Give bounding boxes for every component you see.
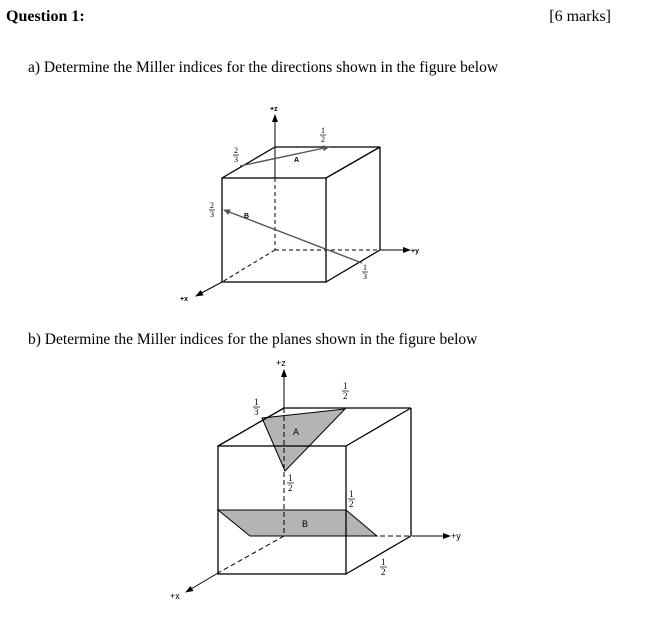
fig-b-frac-topright [342,381,349,401]
svg-text:1: 1 [254,397,259,407]
svg-text:3: 3 [254,407,259,417]
fig-a-frac-left [209,201,215,219]
fig-b-frac-topleft [253,397,260,417]
fig-a-x-hidden [222,250,275,282]
fig-a-vector-b-label: B [244,213,250,220]
part-a-prompt: a) Determine the Miller indices for the directions shown in the figure below [28,59,499,76]
svg-text:2: 2 [349,499,354,509]
fig-a-frac-left-top [233,146,239,164]
fig-a-vector-a-label: A [294,157,300,164]
svg-text:1: 1 [321,126,325,135]
svg-text:2: 2 [321,135,325,144]
fig-b-x-axis [186,573,218,592]
svg-text:2: 2 [210,201,214,210]
fig-b-plane-a-label: A [293,427,300,437]
svg-text:1: 1 [343,381,348,391]
fig-a-vector-a [240,147,329,166]
svg-text:3: 3 [234,155,238,164]
fig-b-y-label: +y [451,531,461,541]
svg-text:1: 1 [288,473,293,483]
fig-a-y-label: +y [411,248,419,255]
svg-text:1: 1 [381,557,386,567]
marks-label: [6 marks] [549,8,611,25]
svg-text:1: 1 [363,263,367,272]
svg-text:1: 1 [349,489,354,499]
fig-b-frac-mid [287,473,294,493]
part-b-prompt: b) Determine the Miller indices for the planes shown in the figure below [28,331,478,348]
figure-a-directions [180,106,419,303]
svg-text:2: 2 [288,483,293,493]
figure-b-planes [170,358,461,601]
question-title: Question 1: [6,8,85,25]
svg-text:2: 2 [381,567,386,577]
fig-a-z-label: +z [270,106,278,113]
svg-text:2: 2 [234,146,238,155]
svg-text:2: 2 [343,391,348,401]
fig-a-x-axis [196,282,222,296]
fig-b-frac-bottom [380,557,387,577]
svg-text:3: 3 [210,210,214,219]
fig-b-x-hidden [218,536,284,573]
svg-text:3: 3 [363,272,367,281]
fig-b-frac-right [348,489,355,509]
fig-b-x-label: +x [170,591,180,601]
fig-b-plane-b [218,510,377,536]
fig-b-plane-a [262,409,345,471]
fig-b-plane-b-label: B [302,519,309,529]
fig-a-x-label: +x [180,296,188,303]
fig-a-frac-top [320,126,326,144]
fig-b-z-label: +z [276,358,286,368]
fig-a-frac-bottom [362,263,368,281]
